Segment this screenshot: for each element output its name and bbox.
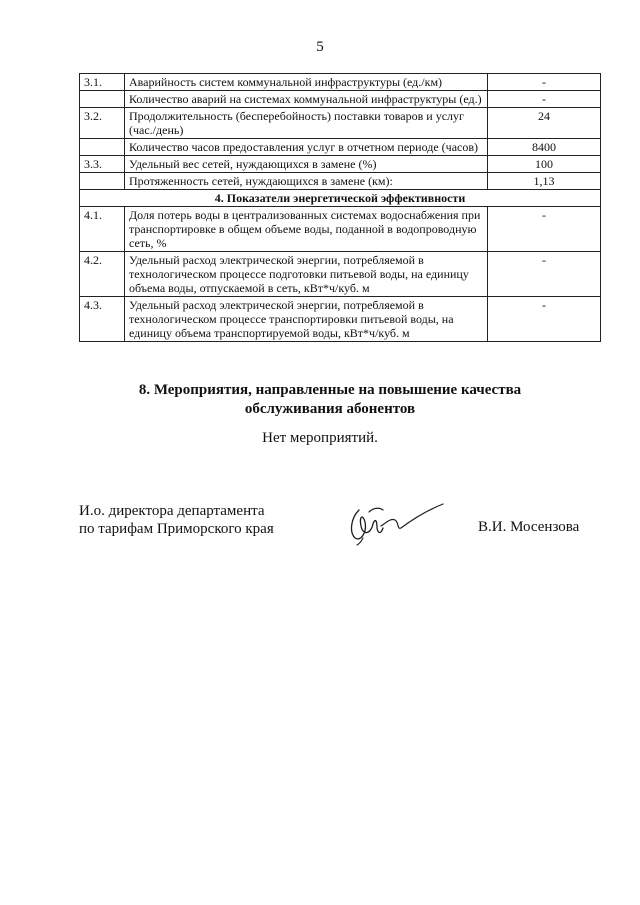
page-number: 5 [316, 39, 324, 55]
row-number: 3.2. [80, 108, 125, 139]
signer-title-line: по тарифам Приморского края [79, 521, 274, 537]
section-8-title-line: обслуживания абонентов [244, 401, 416, 417]
row-number [80, 139, 125, 156]
row-value: 8400 [488, 139, 601, 156]
table-row [80, 139, 601, 156]
signer-title [79, 502, 274, 538]
signer-title-line: И.о. директора департамента [79, 503, 265, 519]
row-value: - [488, 74, 601, 91]
row-text: Протяженность сетей, нуждающихся в замене (км): [125, 173, 488, 190]
signer-name: В.И. Мосензова [478, 519, 580, 535]
section-4-title: 4. Показатели энергетической эффективности [80, 190, 601, 207]
table-row [80, 207, 601, 252]
row-number [80, 91, 125, 108]
row-number: 4.1. [80, 207, 125, 252]
row-text: Удельный расход электрической энергии, потребляемой в технологическом процессе транспортировки питьевой воды, на единицу объема транспортируемой воды, кВт*ч/куб. м [125, 297, 488, 342]
row-number: 4.2. [80, 252, 125, 297]
row-text: Удельный вес сетей, нуждающихся в замене (%) [125, 156, 488, 173]
row-value: - [488, 207, 601, 252]
row-value: - [488, 91, 601, 108]
row-value: - [488, 297, 601, 342]
row-value: - [488, 252, 601, 297]
section-row [80, 190, 601, 207]
row-value: 24 [488, 108, 601, 139]
section-8-title-line: 8. Мероприятия, направленные на повышение качества [138, 382, 522, 398]
row-text: Количество часов предоставления услуг в отчетном периоде (часов) [125, 139, 488, 156]
table-row [80, 108, 601, 139]
row-number: 4.3. [80, 297, 125, 342]
row-text: Количество аварий на системах коммунальной инфраструктуры (ед.) [125, 91, 488, 108]
row-text: Аварийность систем коммунальной инфраструктуры (ед./км) [125, 74, 488, 91]
no-measures-text: Нет мероприятий. [262, 430, 378, 446]
table-row [80, 74, 601, 91]
handwritten-signature [345, 498, 445, 546]
table-row [80, 297, 601, 342]
row-value: 1,13 [488, 173, 601, 190]
row-number: 3.1. [80, 74, 125, 91]
table-row [80, 173, 601, 190]
row-number [80, 173, 125, 190]
indicators-table [79, 73, 601, 342]
table-row [80, 252, 601, 297]
row-text: Удельный расход электрической энергии, потребляемой в технологическом процессе подготовки питьевой воды, на единицу объема воды, отпускаемой в сеть, кВт*ч/куб. м [125, 252, 488, 297]
section-8-title [90, 381, 570, 419]
row-number: 3.3. [80, 156, 125, 173]
table-row [80, 91, 601, 108]
row-value: 100 [488, 156, 601, 173]
row-text: Продолжительность (бесперебойность) поставки товаров и услуг (час./день) [125, 108, 488, 139]
table-row [80, 156, 601, 173]
row-text: Доля потерь воды в централизованных системах водоснабжения при транспортировке в общем объеме воды, поданной в водопроводную сеть, % [125, 207, 488, 252]
